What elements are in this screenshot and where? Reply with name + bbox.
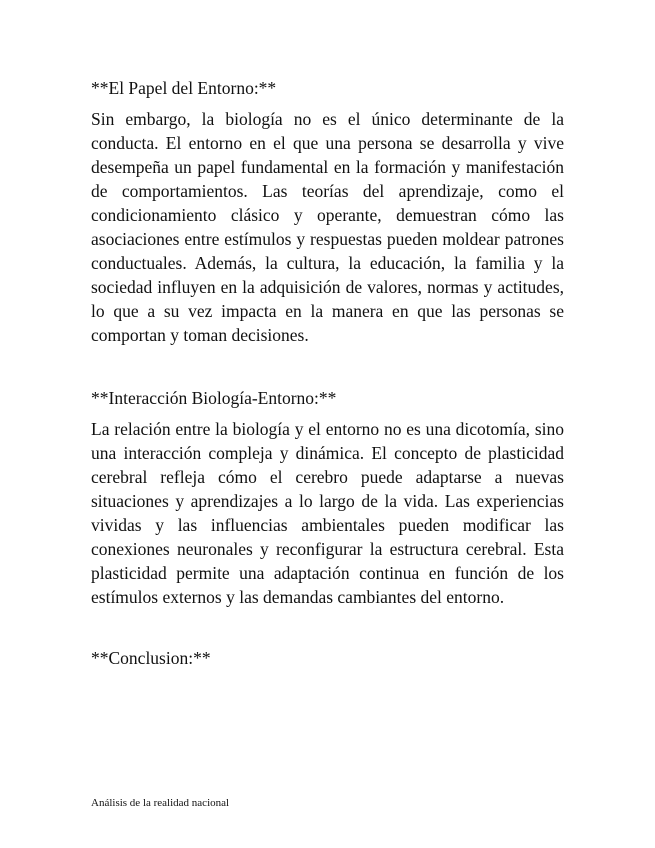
section-spacer xyxy=(91,347,564,386)
section-spacer xyxy=(91,609,564,646)
section-paragraph-interaccion: La relación entre la biología y el entorno no es una dicotomía, sino una interacción compleja y dinámica. El concepto de plasticidad cerebral refleja cómo el cerebro puede adaptarse a nuevas situaciones y aprendizajes a lo largo de la vida. Las experiencias vividas y las influencias ambientales pueden modificar las conexiones neuronales y reconfigurar la estructura cerebral. Esta plasticidad permite una adaptación continua en función de los estímulos externos y las demandas cambiantes del entorno. xyxy=(91,419,564,607)
section-heading-conclusion: **Conclusion:** xyxy=(91,648,211,668)
section-paragraph-entorno: Sin embargo, la biología no es el único determinante de la conducta. El entorno en el que una persona se desarrolla y vive desempeña un papel fundamental en la formación y manifestación de comportamientos. Las teorías del aprendizaje, como el condicionamiento clásico y operante, demuestran cómo las asociaciones entre estímulos y respuestas pueden moldear patrones conductuales. Además, la cultura, la educación, la familia y la sociedad influyen en la adquisición de valores, normas y actitudes, lo que a su vez impacta en la manera en que las personas se comportan y toman decisiones. xyxy=(91,109,564,345)
page-footer: Análisis de la realidad nacional xyxy=(91,797,230,809)
section-heading-interaccion: **Interacción Biología-Entorno:** xyxy=(91,388,337,408)
section-heading-entorno: **El Papel del Entorno:** xyxy=(91,78,277,98)
page-content xyxy=(91,76,564,677)
